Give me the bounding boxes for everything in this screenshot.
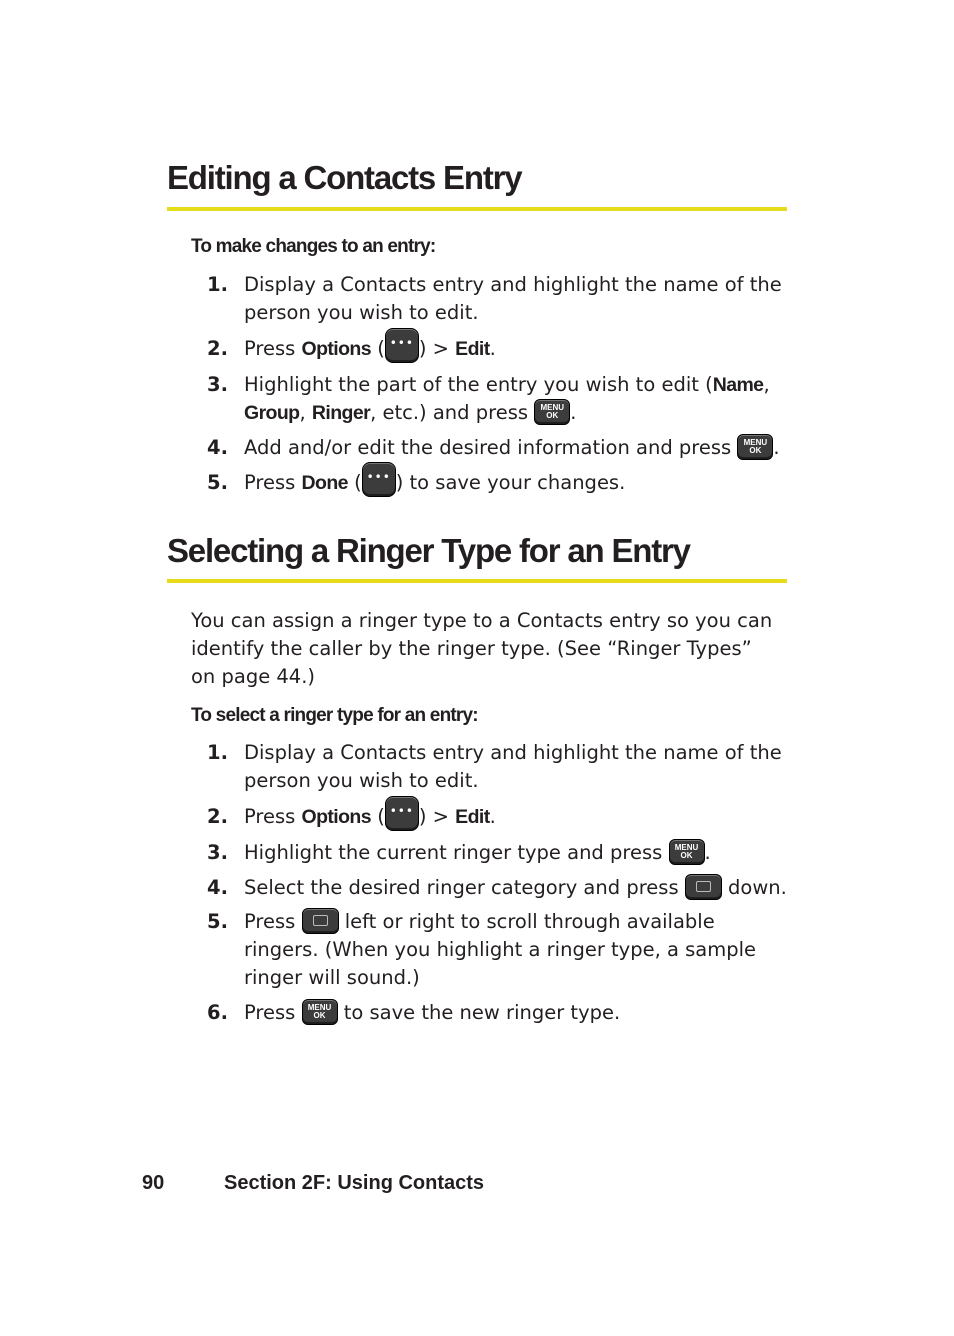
step-text: Highlight the part of the entry you wish to edit (Name, Group, Ringer, etc.) and press MENU OK . [244, 373, 770, 424]
step-text: Select the desired ringer category and press down. [244, 874, 789, 902]
procedure-subhead: To select a ringer type for an entry: [191, 705, 478, 726]
step-text: Display a Contacts entry and highlight the name of the person you wish to edit. [244, 741, 782, 792]
section-heading-ringer: Selecting a Ringer Type for an Entry [167, 532, 690, 569]
step-number: 1. [207, 273, 228, 296]
step-number: 3. [207, 841, 228, 864]
heading-rule [167, 579, 787, 583]
navigation-key-icon [685, 874, 722, 900]
step-text: Add and/or edit the desired information and press MENU OK . [244, 434, 789, 462]
step-text: Press Done ( ••• ) to save your changes. [244, 469, 789, 497]
step-text: Press Options ( ••• ) > Edit. [244, 803, 789, 831]
section-heading-editing: Editing a Contacts Entry [167, 159, 522, 196]
step-number: 4. [207, 436, 228, 459]
step-text: Press MENU OK to save the new ringer type. [244, 999, 789, 1027]
navigation-key-icon [302, 908, 339, 934]
step-number: 1. [207, 741, 228, 764]
page-number: 90 [142, 1172, 165, 1194]
step-number: 4. [207, 876, 228, 899]
step-number: 2. [207, 337, 228, 360]
options-softkey-icon: ••• [385, 796, 419, 831]
heading-rule [167, 207, 787, 211]
menu-ok-key-icon: MENU OK [302, 999, 338, 1025]
menu-ok-key-icon: MENU OK [534, 399, 570, 425]
options-softkey-icon: ••• [385, 328, 419, 363]
step-text: Press Options ( ••• ) > Edit. [244, 335, 789, 363]
step-number: 2. [207, 805, 228, 828]
procedure-subhead: To make changes to an entry: [191, 236, 436, 257]
step-text: Highlight the current ringer type and press MENU OK . [244, 839, 789, 867]
step-number: 3. [207, 373, 228, 396]
menu-ok-key-icon: MENU OK [737, 434, 773, 460]
step-number: 5. [207, 910, 228, 933]
step-text: Press left or right to scroll through available ringers. (When you highlight a ringer type, a sample ringer will sound.) [244, 908, 789, 992]
step-number: 5. [207, 471, 228, 494]
step-number: 6. [207, 1001, 228, 1024]
step-text: Display a Contacts entry and highlight the name of the person you wish to edit. [244, 273, 782, 324]
intro-paragraph: You can assign a ringer type to a Contacts entry so you can identify the caller by the ringer type. (See “Ringer Types” on page 44.) [191, 609, 773, 688]
footer-section-title: Section 2F: Using Contacts [224, 1172, 485, 1194]
done-softkey-icon: ••• [362, 462, 396, 497]
menu-ok-key-icon: MENU OK [669, 839, 705, 865]
